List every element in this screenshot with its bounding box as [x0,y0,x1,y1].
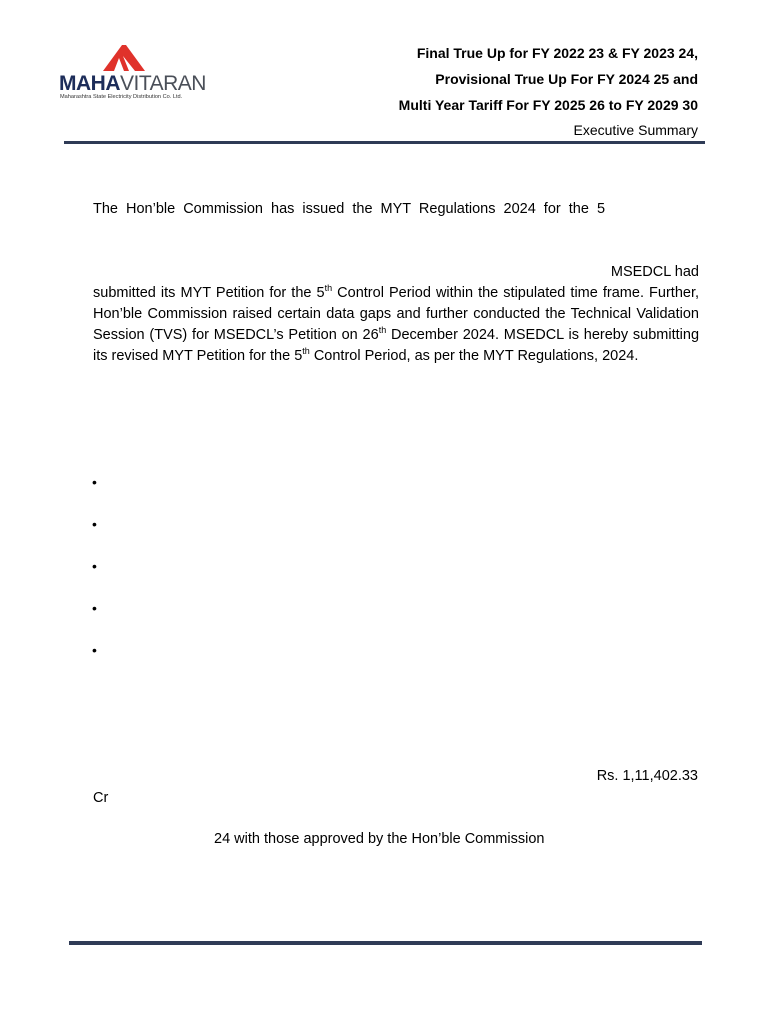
section-title: Executive Summary [573,122,698,138]
bullet-point: • [92,558,97,574]
header-divider [64,141,705,144]
comparison-text: 24 with those approved by the Hon’ble Commission [214,831,545,847]
logo-subtitle: Maharashtra State Electricity Distribution Co. Ltd. [60,94,183,100]
intro-paragraph: The Hon’ble Commission has issued the MYT Regulations 2024 for the 5 [93,201,606,217]
bullet-point: • [92,642,97,658]
company-logo [59,44,206,104]
amount-unit: Cr [93,790,109,806]
header-title-line-3: Multi Year Tariff For FY 2025 26 to FY 2029 30 [398,97,698,113]
bullet-point: • [92,516,97,532]
header-title-line-1: Final True Up for FY 2022 23 & FY 2023 24, [416,45,698,61]
bullet-point: • [92,600,97,616]
bullet-point: • [92,474,97,490]
footer-divider [69,941,702,945]
petition-paragraph-lead: MSEDCL had [610,264,699,280]
lightning-bolt-icon [99,44,149,72]
amount-value: Rs. 1,11,402.33 [596,768,698,784]
document-header [399,40,698,141]
header-title-line-2: Provisional True Up For FY 2024 25 and [435,71,698,87]
logo-wordmark: MAHAVITARAN [59,72,206,95]
petition-paragraph: MSEDCL had submitted its MYT Petition for the 5th Control Period within the stipulated time frame. Further, Hon’ble Commission raised certain data gaps and further conducted the Technical Validation Session (TVS) for MSEDCL’s Petition on 26th December 2024. MSEDCL is hereby submitting its revised MYT Petition for the 5th Control Period, as per the MYT Regulations, 2024. [93,264,700,364]
